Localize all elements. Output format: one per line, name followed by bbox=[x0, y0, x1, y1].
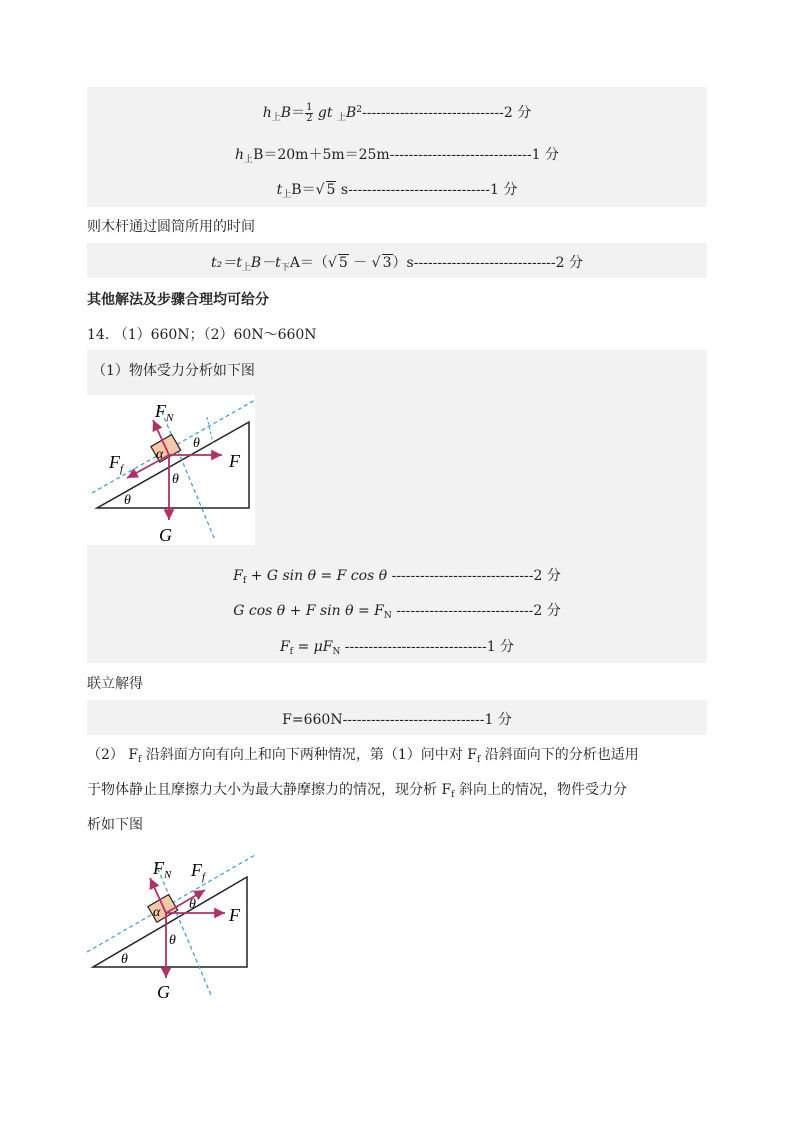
label-theta: θ bbox=[169, 933, 176, 948]
solution-box-2 bbox=[87, 243, 707, 278]
label-ff: $F_f$ bbox=[191, 860, 206, 883]
label-alpha: α bbox=[156, 447, 164, 462]
equation-h-up-B: $h_上B=$ $\frac{1}{2}$ gt $_上B^2------------------------------2$ 分 bbox=[262, 101, 532, 124]
part1-title: （1）物体受力分析如下图 bbox=[92, 363, 255, 379]
label-theta: θ bbox=[193, 436, 200, 451]
part2-line-2: 于物体静止且摩擦力大小为最大静摩擦力的情况，现分析 $F_f$ 斜向上的情况，物件受力分 bbox=[87, 782, 627, 800]
result-f: F=660N------------------------------1 分 bbox=[282, 712, 512, 728]
note-alternative-methods: 其他解法及步骤合理均可给分 bbox=[87, 292, 269, 308]
dashed-axis bbox=[207, 417, 213, 443]
label-fn: $F_N$ bbox=[153, 858, 172, 881]
label-theta: θ bbox=[124, 493, 131, 508]
fraction-half: $\frac{1}{2}$ bbox=[306, 101, 313, 124]
text-solve: 联立解得 bbox=[87, 676, 143, 692]
solution-box-3 bbox=[87, 350, 707, 663]
label-theta: θ bbox=[172, 472, 179, 487]
label-fn: $F_N$ bbox=[155, 401, 174, 424]
equation-t-up-B: $t_上B=√$ 5 s------------------------------1 分 bbox=[276, 182, 518, 200]
equation-h-up-B-value: $h_上B=20m+5m=25m------------------------------1$ 分 bbox=[235, 147, 559, 165]
part2-line-3: 析如下图 bbox=[87, 817, 143, 833]
solution-box-4 bbox=[87, 700, 707, 735]
label-g: G bbox=[159, 525, 172, 545]
part2-line-1: （2） $F_f$ 沿斜面方向有向上和向下两种情况，第（1）问中对 $F_f$ 沿斜面向下的分析也适用 bbox=[87, 747, 639, 765]
force-diagram-1 bbox=[87, 395, 255, 545]
label-ff: $F_f$ bbox=[109, 452, 124, 475]
label-theta: θ bbox=[121, 952, 128, 967]
text-time-through-cylinder: 则木杆通过圆筒所用的时间 bbox=[87, 219, 255, 235]
label-theta: θ bbox=[189, 897, 196, 912]
incline-triangle bbox=[93, 877, 247, 967]
dashed-axis bbox=[159, 405, 215, 540]
label-g: G bbox=[157, 982, 170, 1000]
equation-2: G cos θ + F $\sin \theta = F_N$ -----------------------------2 分 bbox=[233, 603, 561, 621]
equation-3: $F_f = \mu F_N$ ------------------------------1 分 bbox=[279, 639, 515, 657]
label-f: F bbox=[229, 451, 240, 471]
label-f: F bbox=[229, 905, 240, 925]
label-alpha: α bbox=[153, 905, 161, 920]
solution-box-1 bbox=[87, 87, 707, 207]
force-diagram-2 bbox=[85, 850, 255, 1000]
equation-t2: $t_2=t_上B-t_下A=(√$ 5 － √ 3）s------------------------------2 分 bbox=[210, 255, 583, 273]
answer-14: 14. （1）660N；（2）60N～660N bbox=[87, 327, 317, 343]
equation-1: $F_f + G$ sin θ = F cos θ ------------------------------2 分 bbox=[233, 568, 561, 586]
